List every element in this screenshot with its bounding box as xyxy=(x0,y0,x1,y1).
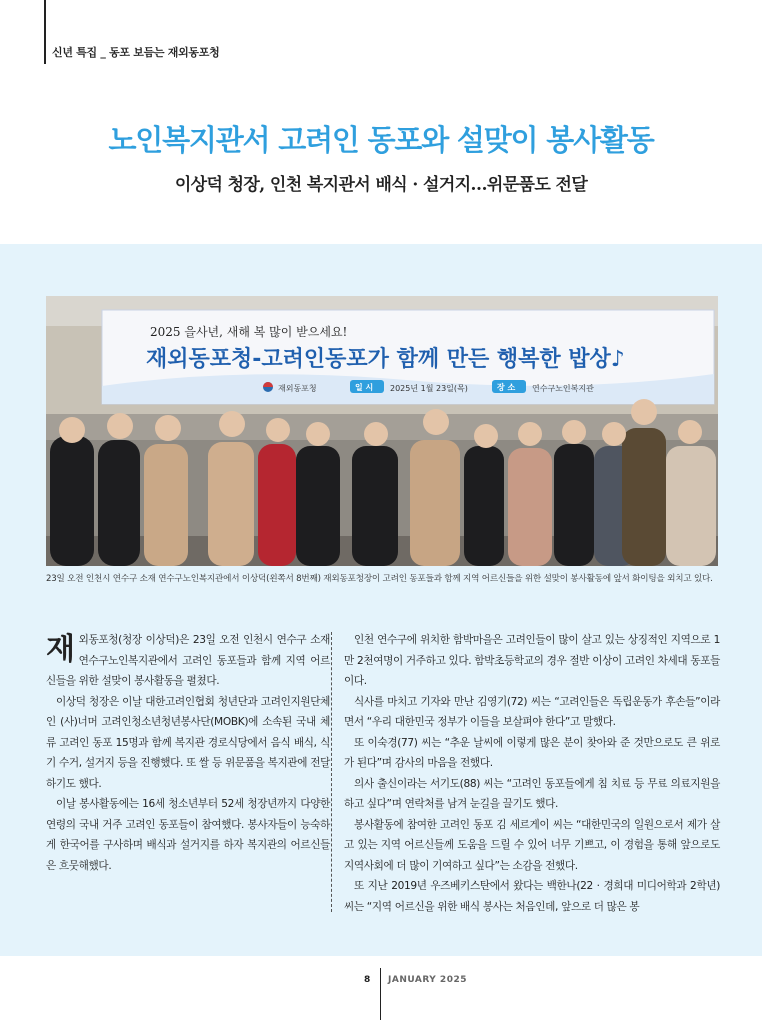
banner-date-label: 일 시 xyxy=(355,383,374,392)
banner-date: 2025년 1월 23일(목) xyxy=(390,384,468,393)
column-divider xyxy=(331,632,332,912)
footer-rule xyxy=(380,968,381,1020)
photo-caption: 23일 오전 인천시 연수구 소재 연수구노인복지관에서 이상덕(왼쪽서 8번째) 재외동포청장이 고려인 동포들과 함께 지역 어르신들을 위한 설맞이 봉사활동에 앞서 화이팅을 외치고 있다. xyxy=(46,574,713,584)
drop-cap: 재 xyxy=(46,632,75,667)
banner-main-text: 재외동포청-고려인동포가 함께 만든 행복한 밥상♪ xyxy=(146,347,625,372)
paragraph: 이날 봉사활동에는 16세 청소년부터 52세 청장년까지 다양한 연령의 국내 거주 고려인 동포들이 참여했다. 봉사자들이 능숙하게 한국어를 구사하며 배식과 설거지를 하자 복지관의 어르신들은 흐뭇해했다. xyxy=(46,798,330,872)
paragraph: 재외동포청(청장 이상덕)은 23일 오전 인천시 연수구 소재 연수구노인복지관에서 고려인 동포들과 함께 지역 어르신들을 위한 설맞이 봉사활동을 펼쳤다. xyxy=(46,632,330,687)
banner-place-label: 장 소 xyxy=(497,383,516,392)
banner-org: 재외동포청 xyxy=(278,384,317,393)
banner-top-text: 2025 을사년, 새해 복 많이 받으세요! xyxy=(150,325,348,339)
paragraph: 또 지난 2019년 우즈베키스탄에서 왔다는 백한나(22 · 경희대 미디어학과 2학년) 씨는 “지역 어르신을 위한 배식 봉사는 처음인데, 앞으로 더 많은 봉 xyxy=(344,880,720,913)
paragraph: 이상덕 청장은 이날 대한고려인협회 청년단과 고려인지원단체인 (사)너머 고려인청소년청년봉사단(MOBK)에 소속된 국내 체류 고려인 동포 15명과 함께 복지관 경로식당에서 음식 배식, 식기 수거, 설거지 등을 진행했다. 또 쌀 등 위문품을 복지관에 전달하기도 했다. xyxy=(46,695,330,790)
issue-label: JANUARY 2025 xyxy=(388,975,467,985)
section-label: 신년 특집 _ 동포 보듬는 재외동포청 xyxy=(52,46,220,59)
header-rule xyxy=(44,0,46,64)
paragraph: 또 이숙경(77) 씨는 “추운 날씨에 이렇게 많은 분이 찾아와 준 것만으로도 큰 위로가 된다”며 감사의 마음을 전했다. xyxy=(344,736,720,769)
paragraph: 봉사활동에 참여한 고려인 동포 김 세르게이 씨는 “대한민국의 일원으로서 제가 살고 있는 지역 어르신들께 도움을 드릴 수 있어 너무 기쁘고, 이 경험을 통해 앞으로도 지역사회에 더 많이 기여하고 싶다”는 소감을 전했다. xyxy=(344,818,720,872)
banner-place: 연수구노인복지관 xyxy=(532,384,594,393)
article-title: 노인복지관서 고려인 동포와 설맞이 봉사활동 xyxy=(108,123,654,157)
paragraph: 식사를 마치고 기자와 만난 김영기(72) 씨는 “고려인들은 독립운동가 후손들”이라면서 “우리 대한민국 정부가 이들을 보살펴야 한다”고 말했다. xyxy=(344,695,720,728)
event-photo xyxy=(46,296,718,566)
article-subtitle: 이상덕 청장, 인천 복지관서 배식 · 설거지…위문품도 전달 xyxy=(174,175,588,195)
body-column-right xyxy=(344,630,720,917)
paragraph: 의사 출신이라는 서기도(88) 씨는 “고려인 동포들에게 침 치료 등 무료 의료지원을 하고 싶다”며 연락처를 남겨 눈길을 끌기도 했다. xyxy=(344,777,720,810)
paragraph: 인천 연수구에 위치한 함박마을은 고려인들이 많이 살고 있는 상징적인 지역으로 1만 2천여명이 거주하고 있다. 함박초등학교의 경우 절반 이상이 고려인 차세대 동포들이다. xyxy=(344,634,720,687)
body-column-left xyxy=(46,630,330,876)
page-number: 8 xyxy=(364,975,371,985)
